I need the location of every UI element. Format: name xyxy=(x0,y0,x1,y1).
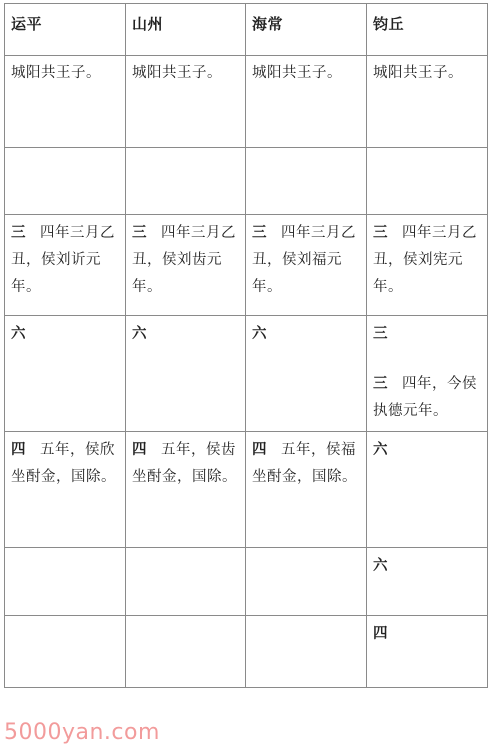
table-cell xyxy=(126,148,246,215)
table-row xyxy=(5,215,488,316)
column-header: 钧丘 xyxy=(367,4,488,56)
year-count: 四 xyxy=(252,441,267,458)
table-cell xyxy=(126,432,246,548)
entry-text: 五年，侯齿坐酎金，国除。 xyxy=(132,442,237,485)
table-cell xyxy=(246,148,367,215)
year-count: 三 xyxy=(373,325,388,342)
table-cell xyxy=(5,148,126,215)
column-header: 山州 xyxy=(126,4,246,56)
year-count: 六 xyxy=(132,325,147,342)
entry-text: 四年三月乙丑，侯刘䜣元年。 xyxy=(11,225,115,295)
table-cell: 城阳共王子。 xyxy=(367,56,488,148)
column-header: 运平 xyxy=(5,4,126,56)
table-cell xyxy=(246,616,367,688)
table-cell: 城阳共王子。 xyxy=(126,56,246,148)
table-cell xyxy=(367,316,488,432)
year-count: 四 xyxy=(132,441,147,458)
table-cell xyxy=(126,616,246,688)
column-header: 海常 xyxy=(246,4,367,56)
table-row xyxy=(5,432,488,548)
year-count: 六 xyxy=(373,557,388,574)
year-count: 四 xyxy=(373,625,388,642)
table-cell xyxy=(246,548,367,616)
table-cell xyxy=(367,148,488,215)
year-count: 三 xyxy=(11,224,26,241)
entry-text: 五年，侯欣坐酎金，国除。 xyxy=(11,442,116,485)
table-cell xyxy=(367,616,488,688)
table-cell: 城阳共王子。 xyxy=(246,56,367,148)
year-count: 三 xyxy=(132,224,147,241)
table-cell xyxy=(5,316,126,432)
year-count: 四 xyxy=(11,441,26,458)
table-row xyxy=(5,56,488,148)
table-cell xyxy=(246,215,367,316)
table-cell xyxy=(5,432,126,548)
year-count: 六 xyxy=(252,325,267,342)
year-count: 三 xyxy=(373,224,388,241)
entry-text: 四年三月乙丑，侯刘齿元年。 xyxy=(132,225,236,295)
table-cell xyxy=(126,316,246,432)
table-cell xyxy=(5,215,126,316)
table-cell xyxy=(5,616,126,688)
header-row xyxy=(5,4,488,56)
history-table xyxy=(4,3,488,688)
year-count: 三 xyxy=(373,375,388,392)
year-count: 六 xyxy=(373,441,388,458)
entry-text: 五年，侯福坐酎金，国除。 xyxy=(252,442,357,485)
year-count: 三 xyxy=(252,224,267,241)
table-cell xyxy=(126,215,246,316)
site-watermark: 5000yan.com xyxy=(4,720,160,745)
table-cell xyxy=(367,432,488,548)
table-row xyxy=(5,148,488,215)
table-cell xyxy=(246,316,367,432)
table-row xyxy=(5,616,488,688)
table-cell xyxy=(367,548,488,616)
table-row xyxy=(5,548,488,616)
entry-text: 四年三月乙丑，侯刘宪元年。 xyxy=(373,225,477,295)
table-cell xyxy=(5,548,126,616)
table-row xyxy=(5,316,488,432)
table-cell xyxy=(246,432,367,548)
table-cell: 城阳共王子。 xyxy=(5,56,126,148)
table-cell xyxy=(367,215,488,316)
table-cell xyxy=(126,548,246,616)
entry-text: 四年三月乙丑，侯刘福元年。 xyxy=(252,225,356,295)
year-count: 六 xyxy=(11,325,26,342)
entry-text: 四年，今侯执德元年。 xyxy=(373,376,477,419)
